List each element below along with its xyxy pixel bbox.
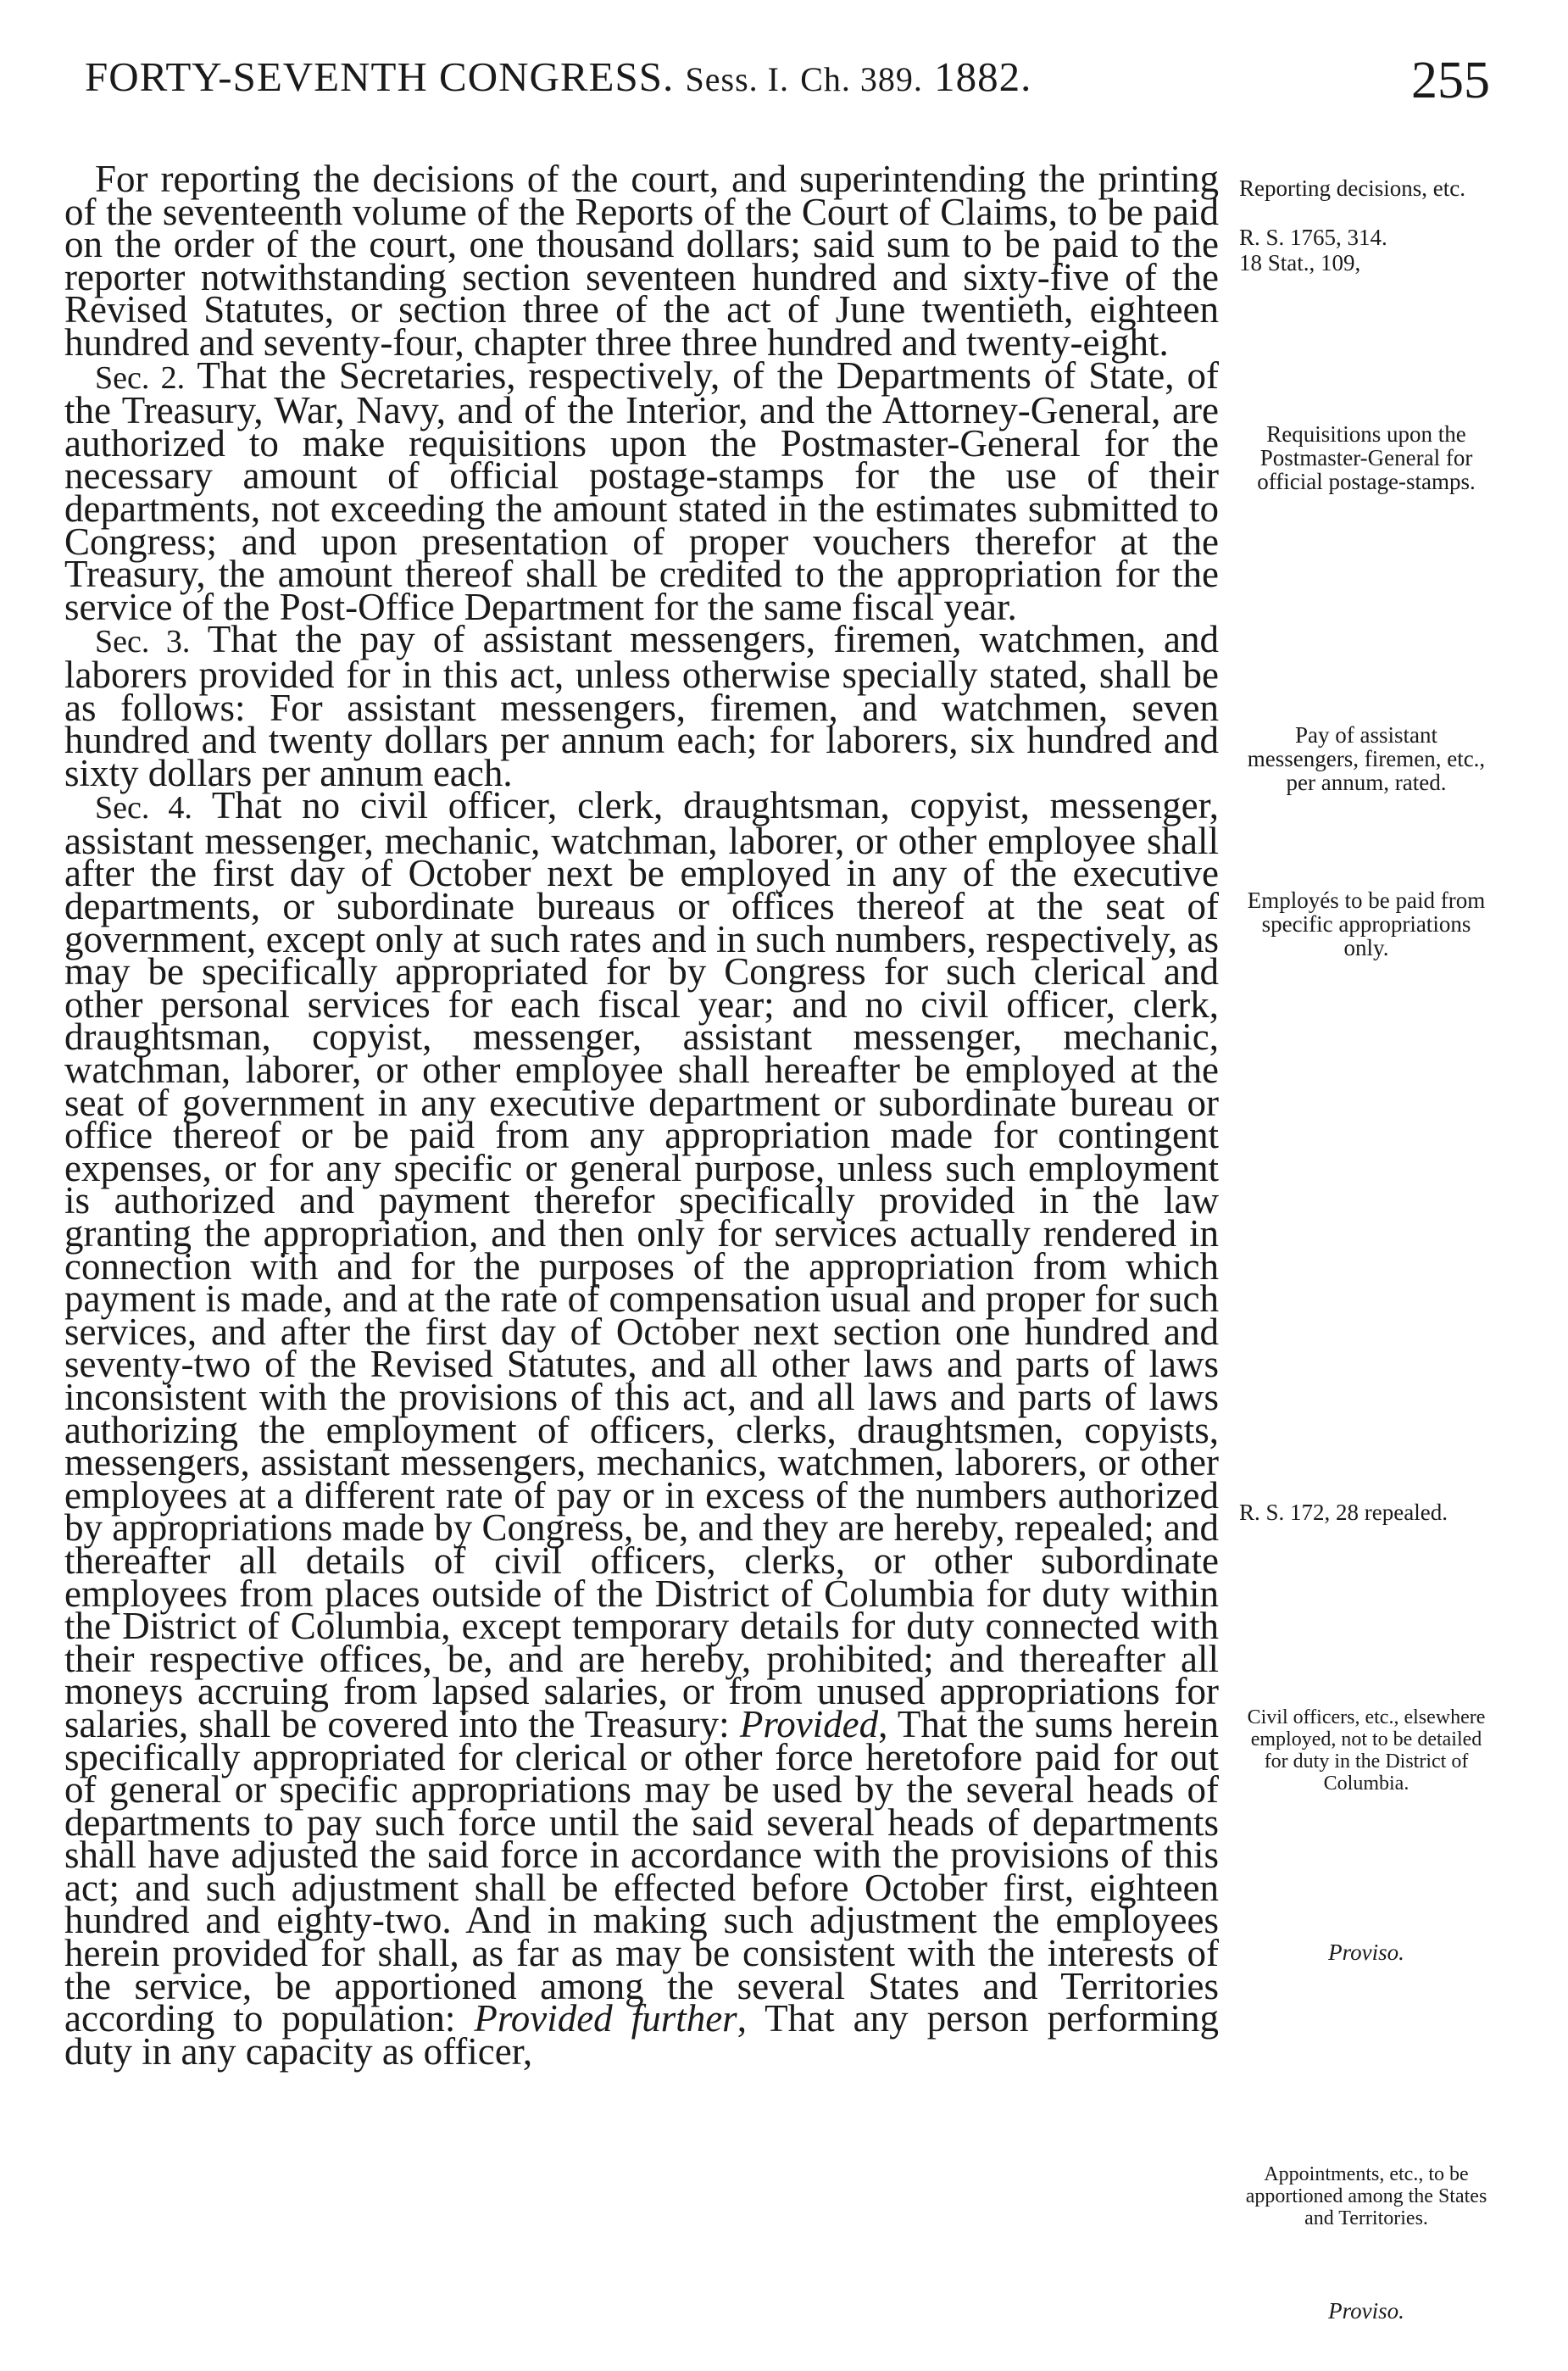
header-congress: FORTY-SEVENTH CONGRESS.	[85, 53, 675, 100]
margin-note-proviso-further: Proviso.	[1328, 2298, 1404, 2324]
margin-note-civil-officers: Civil officers, etc., elsewhere employed, not to be detailed for duty in the District of Columbia.	[1247, 1706, 1486, 1795]
margin-note-pay-assistant: Pay of assistant messengers, firemen, etc., per annum, rated.	[1247, 722, 1486, 795]
margin-note-18-stat: 18 Stat., 109,	[1239, 250, 1361, 276]
paragraph-text: , That any person performing duty in any capacity as officer,	[64, 1997, 1219, 2073]
proviso-word: Provided	[739, 1702, 879, 1745]
margin-note-requisitions: Requisitions upon the Postmaster-General for official postage-stamps.	[1257, 421, 1476, 494]
header-year: 1882.	[934, 53, 1032, 100]
paragraph-sec-2	[64, 353, 1219, 628]
paragraph-text: That the pay of assistant messengers, firemen, watchmen, and laborers provided for in this act, unless otherwise specially stated, shall be as follows: For assistant messengers, firemen, and watchmen, seven hundred and twenty dollars per annum each; for laborers, six hundred and sixty dollars per annum each.	[64, 618, 1220, 794]
margin-note-proviso: Proviso.	[1328, 1940, 1404, 1965]
paragraph-text: That no civil officer, clerk, draughtsman, copyist, messenger, assistant messenger, mechanic, watchman, laborer, or other employee shall after the first day of October next be employed in any of the executive departments, or subordinate bureaus or offices thereof at the seat of government, except only at such rates and in such numbers, respectively, as may be specifically appropriated for by Congress for such clerical and other personal services for each fiscal year; and no civil officer, clerk, draughtsman, copyist, messenger, assistant messenger, mechanic, watchman, laborer, or other employee shall hereafter be employed at the seat of government in any executive department or subordinate bureau or office thereof or be paid from any appropriation made for contingent expenses, or for any specific or general purpose, unless such employment is authorized and payment therefor specifically provided in the law granting the appropriation, and then only for services actually rendered in connection with and for the purposes of the appropriation from which payment is made, and at the rate of compensation usual and proper for such services, and after the first day of October next section one hundred and seventy-two of the Revised Statutes, and all other laws and parts of laws inconsistent with the provisions of this act, and all laws and parts of laws authorizing the employment of officers, clerks, draughtsmen, copyists, messengers, assistant messengers, mechanics, watchmen, laborers, or other employees at a different rate of pay or in excess of the numbers authorized by appropriations made by Congress, be, and they are hereby, repealed; and thereafter all details of civil officers, clerks, or other subordinate employees from places outside of the District of Columbia for duty within the District of Columbia, except temporary details for duty connected with their respective offices, be, and are hereby, prohibited; and thereafter all moneys accruing from lapsed salaries, or from unused appropriations for salaries, shall be covered into the Treasury:	[64, 784, 1219, 1745]
header-chapter: Ch. 389.	[800, 60, 923, 98]
section-label: Sec. 2.	[95, 359, 186, 396]
margin-note-employes: Employés to be paid from specific appropriations only.	[1247, 888, 1486, 960]
paragraph-text: , That the sums herein specifically appropriated for clerical or other force heretofore paid for out of general or specific appropriations may be used by the several heads of departments to pay such force until the said several heads of departments shall have adjusted the said force in accordance with the provisions of this act; and such adjustment shall be effected before October first, eighteen hundred and eighty-two. And in making such adjustment the employees herein provided for shall, as far as may be consistent with the interests of the service, be apportioned among the several States and Territories according to population:	[64, 1702, 1220, 2040]
paragraph-sec-3	[64, 618, 1220, 794]
paragraph-sec-4	[64, 784, 1220, 2073]
paragraph-reporting	[64, 158, 1219, 364]
page-number: 255	[1411, 52, 1490, 109]
margin-note-appointments: Appointments, etc., to be apportioned among the States and Territories.	[1245, 2163, 1487, 2229]
margin-note-rs-172: R. S. 172, 28 repealed.	[1239, 1500, 1448, 1525]
proviso-further-word: Provided further	[474, 1997, 737, 2040]
section-label: Sec. 4.	[95, 790, 192, 827]
margin-note-reporting: Reporting decisions, etc.	[1239, 175, 1465, 201]
section-label: Sec. 3.	[95, 624, 191, 660]
paragraph-text: That the Secretaries, respectively, of the Departments of State, of the Treasury, War, Navy, and of the Interior, and the Attorney-General, are authorized to make requisitions upon the Postmaster-General for the necessary amount of official postage-stamps for the use of their departments, not exceeding the amount stated in the estimates submitted to Congress; and upon presentation of proper vouchers therefor at the Treasury, the amount thereof shall be credited to the appropriation for the service of the Post-Office Department for the same fiscal year.	[64, 353, 1219, 628]
running-header	[85, 53, 1031, 101]
margin-note-rs-1765: R. S. 1765, 314.	[1239, 225, 1387, 250]
statute-text	[64, 158, 1220, 2073]
header-session: Sess. I.	[685, 60, 789, 98]
paragraph-text: For reporting the decisions of the court, and superintending the printing of the seventeenth volume of the Reports of the Court of Claims, to be paid on the order of the court, one thousand dollars; said sum to be paid to the reporter notwithstanding section seventeen hundred and sixty-five of the Revised Statutes, or section three of the act of June twentieth, eighteen hundred and seventy-four, chapter three three hundred and twenty-eight.	[64, 158, 1219, 364]
